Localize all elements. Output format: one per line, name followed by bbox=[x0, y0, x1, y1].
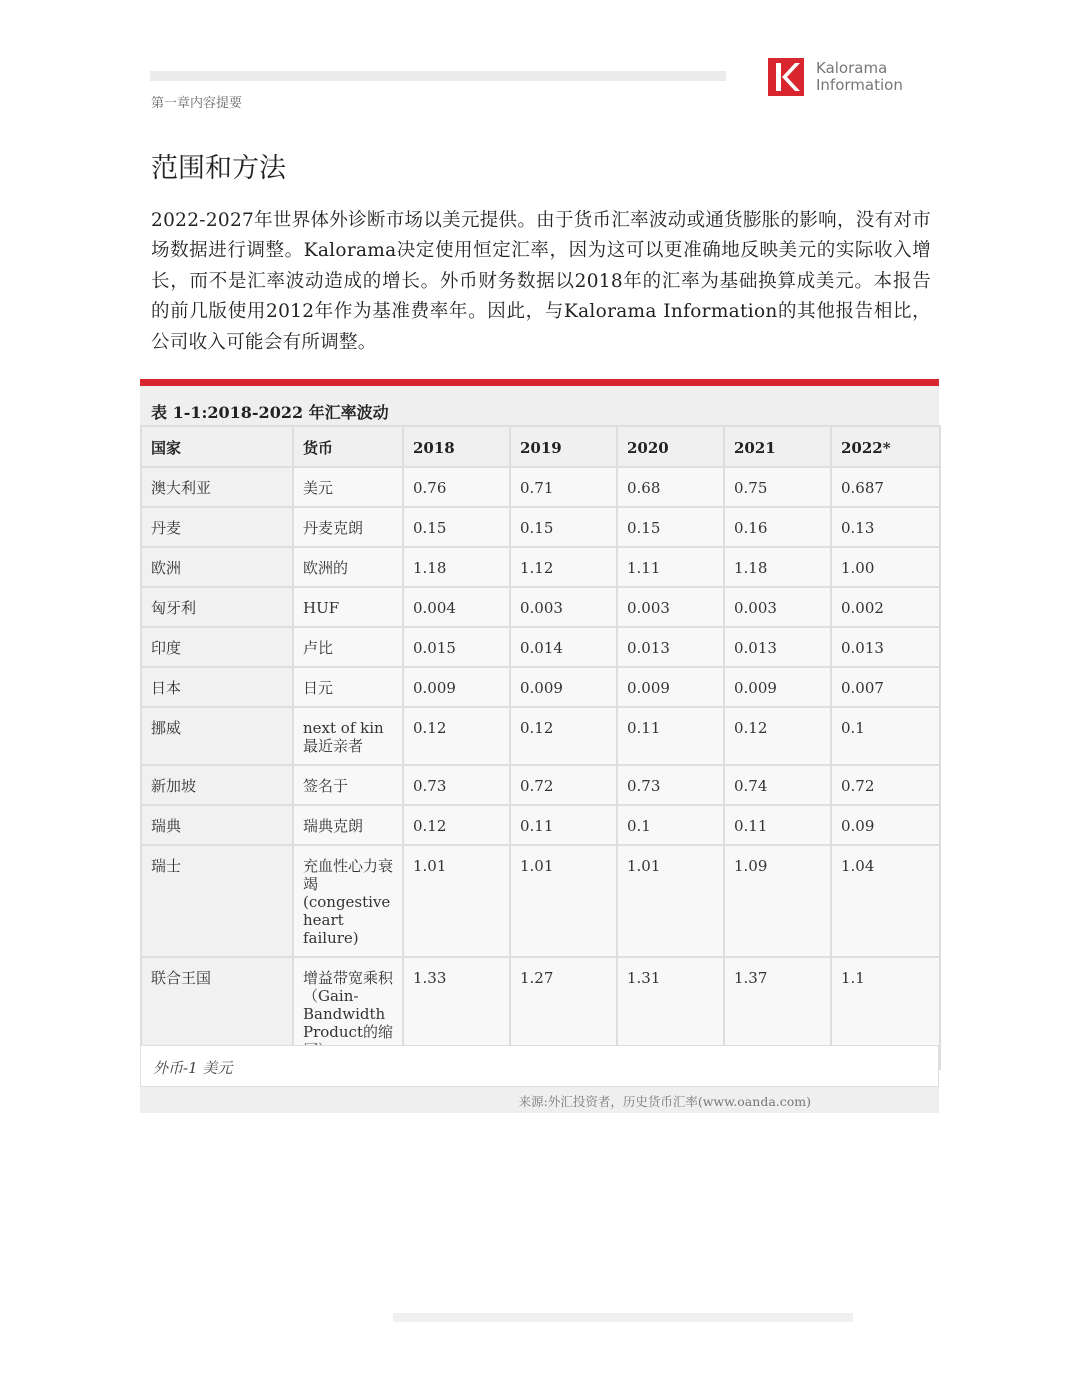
rate-cell: 0.003 bbox=[510, 587, 617, 627]
table-row bbox=[141, 627, 940, 667]
country-cell: 欧洲 bbox=[141, 547, 293, 587]
country-cell: 瑞典 bbox=[141, 805, 293, 845]
currency-cell: next of kin 最近亲者 bbox=[293, 707, 403, 765]
table-row bbox=[141, 805, 940, 845]
rate-cell: 0.74 bbox=[724, 765, 831, 805]
exchange-rate-table-block bbox=[140, 379, 939, 1113]
rate-cell: 1.33 bbox=[403, 957, 510, 1069]
rate-cell: 0.12 bbox=[403, 805, 510, 845]
header-rule bbox=[150, 71, 726, 81]
rate-cell: 0.687 bbox=[831, 467, 940, 507]
currency-cell: 增益带宽乘积（Gain-Bandwidth Product的缩 bbox=[293, 957, 403, 1069]
currency-cell: 瑞典克朗 bbox=[293, 805, 403, 845]
rate-cell: 0.11 bbox=[724, 805, 831, 845]
rate-cell: 0.009 bbox=[724, 667, 831, 707]
rate-cell: 0.1 bbox=[831, 707, 940, 765]
rate-cell: 1.37 bbox=[724, 957, 831, 1069]
exchange-rate-table bbox=[140, 425, 941, 1070]
rate-cell: 0.75 bbox=[724, 467, 831, 507]
country-cell: 印度 bbox=[141, 627, 293, 667]
rate-cell: 0.12 bbox=[510, 707, 617, 765]
table-row bbox=[141, 547, 940, 587]
table-footnote bbox=[140, 1045, 939, 1087]
header-cell: 2019 bbox=[510, 426, 617, 467]
country-cell: 澳大利亚 bbox=[141, 467, 293, 507]
table-row bbox=[141, 707, 940, 765]
currency-cell: HUF bbox=[293, 587, 403, 627]
rate-cell: 1.1 bbox=[831, 957, 940, 1069]
header-cell: 2021 bbox=[724, 426, 831, 467]
currency-cell: 签名于 bbox=[293, 765, 403, 805]
rate-cell: 0.013 bbox=[831, 627, 940, 667]
rate-cell: 0.71 bbox=[510, 467, 617, 507]
rate-cell: 0.014 bbox=[510, 627, 617, 667]
rate-cell: 1.27 bbox=[510, 957, 617, 1069]
rate-cell: 0.76 bbox=[403, 467, 510, 507]
country-cell: 新加坡 bbox=[141, 765, 293, 805]
rate-cell: 0.007 bbox=[831, 667, 940, 707]
header-cell: 2018 bbox=[403, 426, 510, 467]
chapter-label: 第一章内容提要 bbox=[151, 96, 243, 111]
section-title: 范围和方法 bbox=[151, 153, 286, 184]
rate-cell: 0.73 bbox=[617, 765, 724, 805]
table-row bbox=[141, 845, 940, 957]
rate-cell: 1.00 bbox=[831, 547, 940, 587]
rate-cell: 1.01 bbox=[617, 845, 724, 957]
table-source: 来源:外汇投资者，历史货币汇率(www.oanda.com) bbox=[518, 1094, 811, 1109]
rate-cell: 0.15 bbox=[510, 507, 617, 547]
country-cell: 丹麦 bbox=[141, 507, 293, 547]
rate-cell: 0.013 bbox=[617, 627, 724, 667]
header-cell: 2022* bbox=[831, 426, 940, 467]
currency-cell: 美元 bbox=[293, 467, 403, 507]
rate-cell: 0.013 bbox=[724, 627, 831, 667]
header-cell: 2020 bbox=[617, 426, 724, 467]
rate-cell: 1.31 bbox=[617, 957, 724, 1069]
table-row bbox=[141, 467, 940, 507]
header-cell: 货币 bbox=[293, 426, 403, 467]
table-row bbox=[141, 667, 940, 707]
country-cell: 日本 bbox=[141, 667, 293, 707]
table-accent-rule bbox=[140, 379, 939, 386]
rate-cell: 1.09 bbox=[724, 845, 831, 957]
rate-cell: 0.009 bbox=[510, 667, 617, 707]
rate-cell: 0.15 bbox=[403, 507, 510, 547]
header-cell: 国家 bbox=[141, 426, 293, 467]
table-caption: 表 1-1:2018-2022 年汇率波动 bbox=[151, 403, 389, 422]
rate-cell: 0.004 bbox=[403, 587, 510, 627]
rate-cell: 1.12 bbox=[510, 547, 617, 587]
rate-cell: 0.002 bbox=[831, 587, 940, 627]
footnote-text: 外币-1 美元 bbox=[153, 1059, 233, 1077]
rate-cell: 0.003 bbox=[724, 587, 831, 627]
rate-cell: 0.11 bbox=[510, 805, 617, 845]
kalorama-logo bbox=[768, 58, 903, 96]
table-row bbox=[141, 765, 940, 805]
rate-cell: 1.04 bbox=[831, 845, 940, 957]
section-paragraph: 2022-2027年世界体外诊断市场以美元提供。由于货币汇率波动或通货膨胀的影响，没有对市场数据进行调整。Kalorama决定使用恒定汇率，因为这可以更准确地反映美元的实际收入增长，而不是汇率波动造成的增长。外币财务数据以2018年的汇率为基础换算成美元。本报告的前几版使用2012年作为基准费率年。因此，与Kalorama Information的其他报告相比，公司收入可能会有所调整。 bbox=[151, 210, 931, 353]
table-header-row bbox=[141, 426, 940, 467]
rate-cell: 0.73 bbox=[403, 765, 510, 805]
rate-cell: 1.18 bbox=[403, 547, 510, 587]
rate-cell: 0.009 bbox=[617, 667, 724, 707]
rate-cell: 1.11 bbox=[617, 547, 724, 587]
country-cell: 匈牙利 bbox=[141, 587, 293, 627]
footer-rule bbox=[393, 1313, 853, 1322]
currency-cell: 欧洲的 bbox=[293, 547, 403, 587]
rate-cell: 0.09 bbox=[831, 805, 940, 845]
rate-cell: 0.72 bbox=[510, 765, 617, 805]
rate-cell: 0.015 bbox=[403, 627, 510, 667]
rate-cell: 0.009 bbox=[403, 667, 510, 707]
rate-cell: 0.15 bbox=[617, 507, 724, 547]
logo-line1: Kalorama bbox=[816, 59, 888, 77]
table-row bbox=[141, 507, 940, 547]
rate-cell: 0.003 bbox=[617, 587, 724, 627]
rate-cell: 1.18 bbox=[724, 547, 831, 587]
table-body bbox=[141, 467, 940, 1069]
currency-cell: 卢比 bbox=[293, 627, 403, 667]
rate-cell: 0.13 bbox=[831, 507, 940, 547]
logo-line2: Information bbox=[816, 76, 903, 94]
rate-cell: 1.01 bbox=[403, 845, 510, 957]
rate-cell: 0.1 bbox=[617, 805, 724, 845]
country-cell: 瑞士 bbox=[141, 845, 293, 957]
currency-cell: 丹麦克朗 bbox=[293, 507, 403, 547]
rate-cell: 0.11 bbox=[617, 707, 724, 765]
currency-cell: 日元 bbox=[293, 667, 403, 707]
kalorama-logo-icon bbox=[768, 58, 804, 96]
rate-cell: 1.01 bbox=[510, 845, 617, 957]
rate-cell: 0.12 bbox=[724, 707, 831, 765]
country-cell: 联合王国 bbox=[141, 957, 293, 1069]
rate-cell: 0.72 bbox=[831, 765, 940, 805]
currency-cell: 充血性心力衰竭(congestive heart failure) bbox=[293, 845, 403, 957]
table-row bbox=[141, 587, 940, 627]
rate-cell: 0.16 bbox=[724, 507, 831, 547]
country-cell: 挪威 bbox=[141, 707, 293, 765]
rate-cell: 0.12 bbox=[403, 707, 510, 765]
rate-cell: 0.68 bbox=[617, 467, 724, 507]
